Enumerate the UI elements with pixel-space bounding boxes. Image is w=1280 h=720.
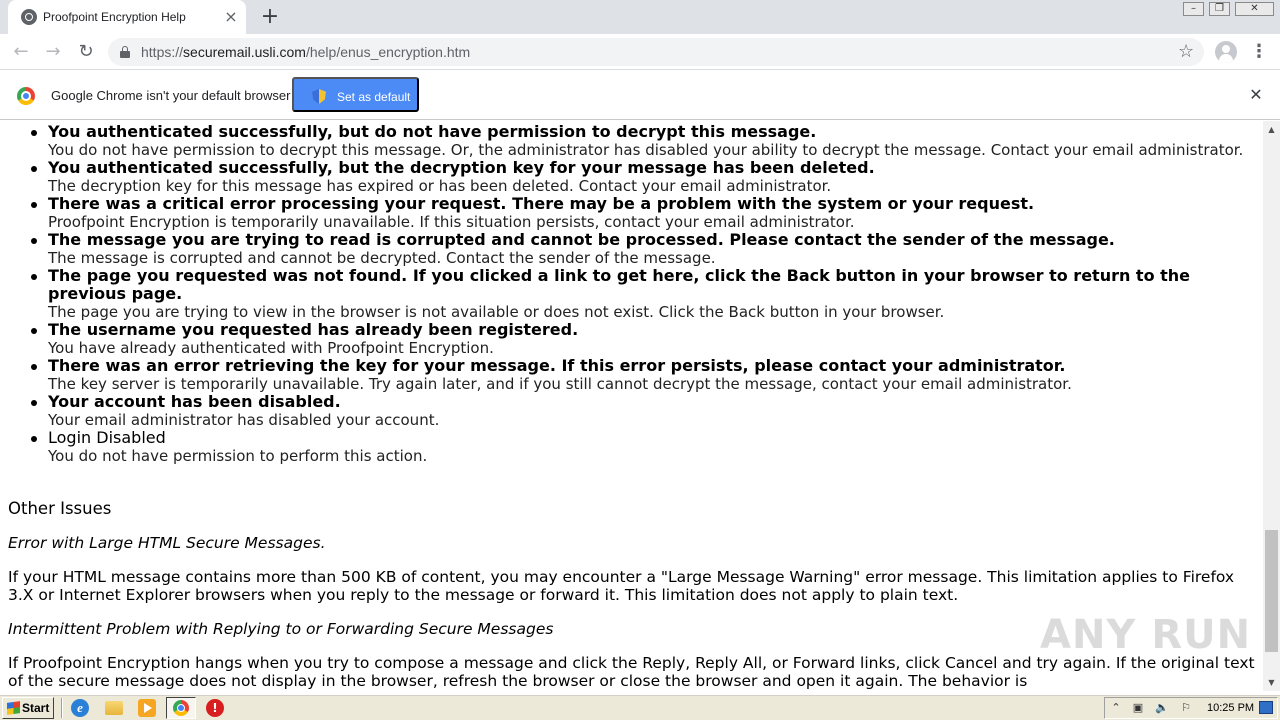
watermark-logo: ANY RUN bbox=[1040, 612, 1252, 658]
list-item bbox=[0, 195, 1263, 231]
chrome-icon bbox=[173, 700, 189, 716]
chrome-logo-icon bbox=[17, 87, 35, 105]
close-window-icon[interactable]: ✕ bbox=[1235, 2, 1274, 16]
list-item bbox=[0, 231, 1263, 267]
large-html-text: If your HTML message contains more than 500 KB of content, you may encounter a "Large Message Warning" error message. This limitation applies to Firefox 3.X or Internet Explorer browsers when you reply to the message or forward it. This limitation does not apply to plain text. bbox=[8, 568, 1235, 604]
scroll-down-arrow-icon[interactable]: ▼ bbox=[1268, 678, 1275, 687]
list-item bbox=[0, 321, 1263, 357]
tab-strip bbox=[0, 0, 1280, 34]
address-bar[interactable] bbox=[108, 38, 1204, 66]
internet-explorer-icon[interactable]: e bbox=[71, 699, 89, 717]
infobar-close-icon[interactable]: ✕ bbox=[1249, 85, 1263, 104]
windows-flag-icon bbox=[7, 701, 20, 715]
error-description: The decryption key for this message has expired or has been deleted. Contact your email administrator. bbox=[48, 177, 832, 195]
bookmark-star-icon[interactable]: ☆ bbox=[1178, 41, 1195, 62]
profile-avatar-icon[interactable] bbox=[1215, 41, 1237, 63]
system-tray bbox=[1104, 697, 1278, 719]
error-description: Your email administrator has disabled your account. bbox=[48, 411, 440, 429]
error-title: The message you are trying to read is corrupted and cannot be processed. Please contact the sender of the message. bbox=[48, 230, 1115, 249]
list-item bbox=[0, 159, 1263, 195]
error-description: Proofpoint Encryption is temporarily unavailable. If this situation persists, contact your email administrator. bbox=[48, 213, 855, 231]
stop-sign-icon[interactable]: ! bbox=[206, 699, 224, 717]
vertical-scrollbar[interactable] bbox=[1263, 121, 1280, 691]
error-title: Login Disabled bbox=[48, 428, 166, 447]
error-description: The message is corrupted and cannot be decrypted. Contact the sender of the message. bbox=[48, 249, 716, 267]
restore-window-icon[interactable]: ❐ bbox=[1209, 2, 1230, 16]
error-description: You have already authenticated with Proofpoint Encryption. bbox=[48, 339, 494, 357]
start-button[interactable] bbox=[2, 697, 54, 719]
large-html-title: Error with Large HTML Secure Messages. bbox=[8, 534, 326, 552]
error-description: The page you are trying to view in the browser is not available or does not exist. Click the Back button in your browser. bbox=[48, 303, 945, 321]
reload-icon[interactable]: ↻ bbox=[78, 41, 94, 62]
globe-icon bbox=[21, 9, 37, 25]
volume-icon[interactable]: 🔈 bbox=[1155, 701, 1169, 714]
error-title: There was an error retrieving the key for your message. If this error persists, please contact your administrator. bbox=[48, 356, 1066, 375]
other-issues-heading: Other Issues bbox=[8, 499, 112, 518]
media-player-icon[interactable] bbox=[138, 699, 156, 717]
browser-tab[interactable] bbox=[8, 0, 246, 34]
error-title: The page you requested was not found. If you clicked a link to get here, click the Back button in your browser to return to the previous page. bbox=[48, 266, 1191, 303]
new-tab-button[interactable]: + bbox=[260, 4, 280, 29]
show-desktop-icon[interactable] bbox=[1259, 701, 1273, 714]
folder-icon[interactable] bbox=[105, 701, 123, 715]
back-arrow-icon[interactable]: ← bbox=[13, 41, 29, 62]
error-title: The username you requested has already been registered. bbox=[48, 320, 579, 339]
kebab-menu-icon[interactable]: ⋮ bbox=[1250, 41, 1268, 62]
infobar-message: Google Chrome isn't your default browser bbox=[51, 88, 291, 103]
list-item bbox=[0, 429, 1263, 465]
tab-title: Proofpoint Encryption Help bbox=[43, 10, 186, 24]
forward-arrow-icon[interactable]: → bbox=[45, 41, 61, 62]
scroll-up-arrow-icon[interactable]: ▲ bbox=[1268, 125, 1275, 134]
error-description: You do not have permission to perform this action. bbox=[48, 447, 428, 465]
windows-taskbar bbox=[0, 694, 1280, 720]
start-label: Start bbox=[22, 701, 50, 715]
chrome-taskbar-button[interactable] bbox=[166, 697, 196, 719]
set-as-default-label: Set as default bbox=[337, 90, 411, 104]
error-list bbox=[0, 123, 1263, 465]
url-text[interactable]: https://securemail.usli.com/help/enus_encryption.htm bbox=[141, 44, 471, 60]
network-icon[interactable]: ▣ bbox=[1132, 701, 1144, 714]
taskbar-clock[interactable]: 10:25 PM bbox=[1207, 702, 1255, 714]
minimize-window-icon[interactable]: – bbox=[1183, 2, 1204, 16]
intermittent-text: If Proofpoint Encryption hangs when you try to compose a message and click the Reply, Reply All, or Forward links, click Cancel and try again. If the original text of the secure message does not display in the browser, refresh the browser or close the browser and open it again. The behavior is bbox=[8, 654, 1255, 690]
intermittent-title: Intermittent Problem with Replying to or Forwarding Secure Messages bbox=[8, 620, 554, 638]
error-description: The key server is temporarily unavailable. Try again later, and if you still cannot decrypt the message, contact your email administrator. bbox=[48, 375, 1072, 393]
error-title: Your account has been disabled. bbox=[48, 392, 341, 411]
error-description: You do not have permission to decrypt this message. Or, the administrator has disabled your ability to decrypt the message. Contact your email administrator. bbox=[48, 141, 1244, 159]
error-title: You authenticated successfully, but do not have permission to decrypt this message. bbox=[48, 122, 817, 141]
default-browser-infobar bbox=[0, 71, 1280, 120]
error-title: You authenticated successfully, but the decryption key for your message has been deleted. bbox=[48, 158, 875, 177]
lock-icon[interactable] bbox=[120, 46, 130, 58]
list-item bbox=[0, 393, 1263, 429]
list-item bbox=[0, 267, 1263, 321]
page-content bbox=[0, 121, 1263, 691]
taskbar-separator bbox=[61, 698, 63, 718]
list-item bbox=[0, 123, 1263, 159]
shield-icon bbox=[312, 89, 326, 104]
scroll-thumb[interactable] bbox=[1265, 530, 1278, 652]
browser-toolbar bbox=[0, 34, 1280, 70]
action-center-flag-icon[interactable]: ⚐ bbox=[1181, 701, 1191, 714]
set-as-default-button[interactable] bbox=[292, 77, 419, 112]
error-title: There was a critical error processing your request. There may be a problem with the system or your request. bbox=[48, 194, 1035, 213]
tray-expand-icon[interactable]: ⌃ bbox=[1111, 701, 1121, 714]
tab-close-icon[interactable]: × bbox=[224, 7, 238, 26]
list-item bbox=[0, 357, 1263, 393]
